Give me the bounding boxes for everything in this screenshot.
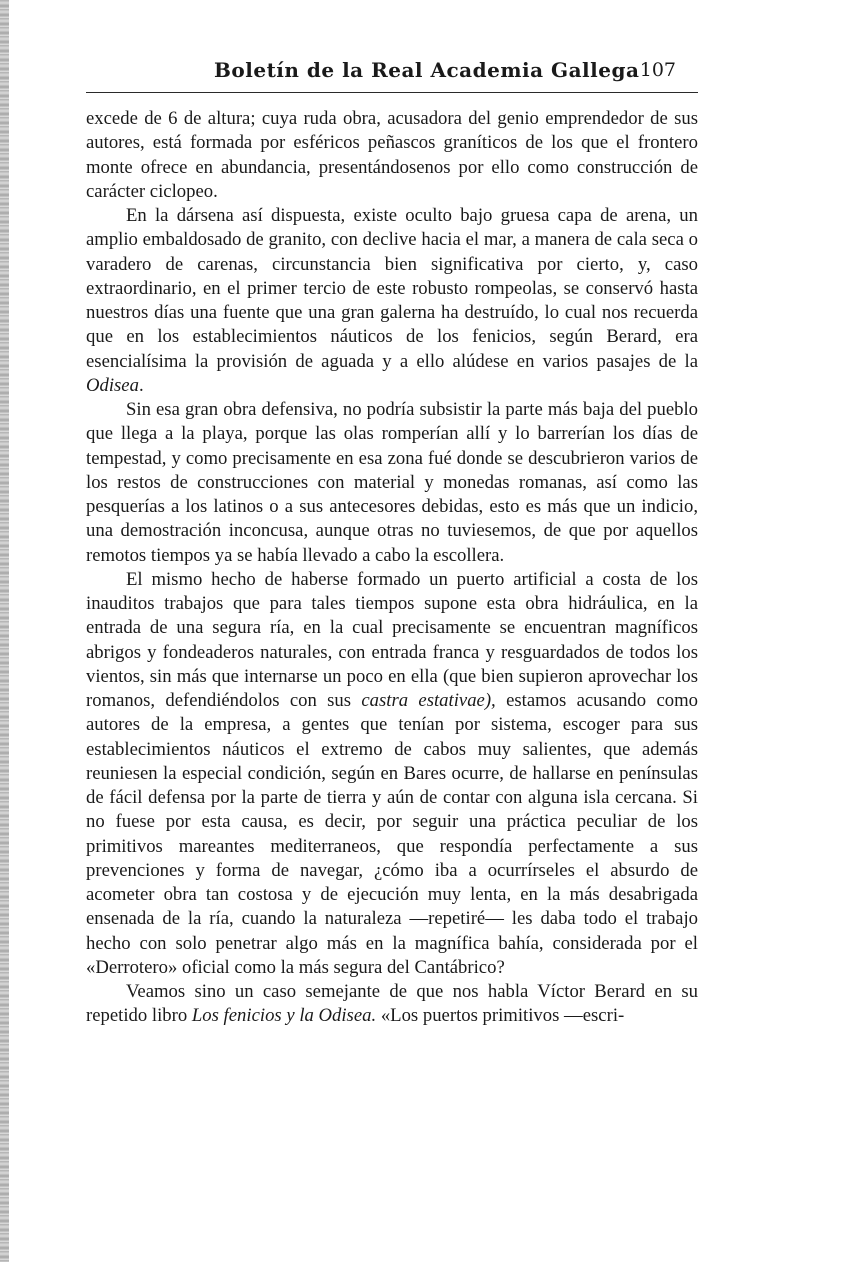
running-header (86, 56, 698, 93)
paragraph-4-text-b: estamos acusando como autores de la empresa, a gentes que tenían por sistema, escoger para sus establecimientos náuticos el extremo de cabos muy salientes, que además reuniesen la especial condición, según en Bares ocurre, de hallarse en penínsulas de fácil defensa por la parte de tierra y aún de contar con alguna isla cercana. Si no fuese por esta causa, es decir, por seguir una práctica peculiar de los primitivos mareantes mediterraneos, que respondía perfectamente a sus prevenciones y forma de navegar, ¿cómo iba a ocurrírseles el absurdo de acometer obra tan costosa y de ejecución muy lenta, en la más desabrigada ensenada de la ría, cuando la naturaleza —repetiré— les daba todo el trabajo hecho con solo penetrar algo más en la magnífica bahía, considerada por el «Derrotero» oficial como la más segura del Cantábrico? (86, 690, 698, 978)
paragraph-2-italic: Odisea (86, 374, 139, 396)
paragraph-4-italic: castra estativae), (361, 690, 496, 711)
paragraph-2 (86, 204, 698, 398)
paragraph-3-text: Sin esa gran obra defensiva, no podría subsistir la parte más baja del pueblo que llega a la playa, porque las olas romperían allí y lo barrerían los días de tempestad, y como precisamente en esa zona fué donde se descubrieron varios de los restos de construcciones con material y monedas romanas, así como las pesquerías a los latinos o a sus antecesores debidas, esto es más que un indicio, una demostración inconcusa, aunque otras no tuviesemos, de que por aquellos remotos tiempos ya se había llevado a cabo la escollera. (86, 399, 698, 566)
scan-binding-edge (0, 0, 9, 1262)
page-number: 107 (639, 59, 676, 81)
body-text (86, 107, 698, 1029)
paragraph-4-text-a: El mismo hecho de haberse formado un puerto artificial a costa de los inauditos trabajos que para tales tiempos supone esta obra hidráulica, en la entrada de una segura ría, en la cual precisamente se encuentran magníficos abrigos y fondeaderos naturales, con entrada franca y resguardados de todos los vientos, sin más que internarse un poco en ella (que bien supieron aprovechar los romanos, defendiéndolos con sus (86, 568, 698, 711)
paragraph-3 (86, 398, 698, 568)
paragraph-2-text-a: En la dársena así dispuesta, existe oculto bajo gruesa capa de arena, un amplio embaldosado de granito, con declive hacia el mar, a manera de cala seca o varadero de carenas, circunstancia bien significativa por cierto, y, caso extraordinario, en el primer tercio de este robusto rompeolas, se conservó hasta nuestros días una fuente que una gran galerna ha destruído, lo cual nos recuerda que en los establecimientos náuticos de los fenicios, según Berard, era esencialísima la provisión de aguada y a ello alúdese en varios pasajes de la (86, 205, 698, 372)
paragraph-5-text-a: Veamos sino un caso semejante de que nos habla Víctor Berard en su repetido libro (86, 981, 698, 1027)
paragraph-1-text: excede de 6 de altura; cuya ruda obra, acusadora del genio emprendedor de sus autores, está formada por esféricos peñascos graníticos de los que el frontero monte ofrece en abundancia, presentándosenos por ello como construcción de carácter ciclopeo. (86, 108, 698, 202)
paragraph-1 (86, 107, 698, 204)
paragraph-4 (86, 568, 698, 980)
paragraph-5-italic: Los fenicios y la Odisea. (191, 1005, 377, 1027)
book-page (86, 56, 698, 1029)
paragraph-5 (86, 980, 698, 1029)
running-title: Boletín de la Real Academia Gallega (214, 58, 640, 82)
paragraph-2-text-b: . (138, 374, 144, 396)
paragraph-5-text-b: «Los puertos primitivos —escri- (380, 1005, 625, 1027)
